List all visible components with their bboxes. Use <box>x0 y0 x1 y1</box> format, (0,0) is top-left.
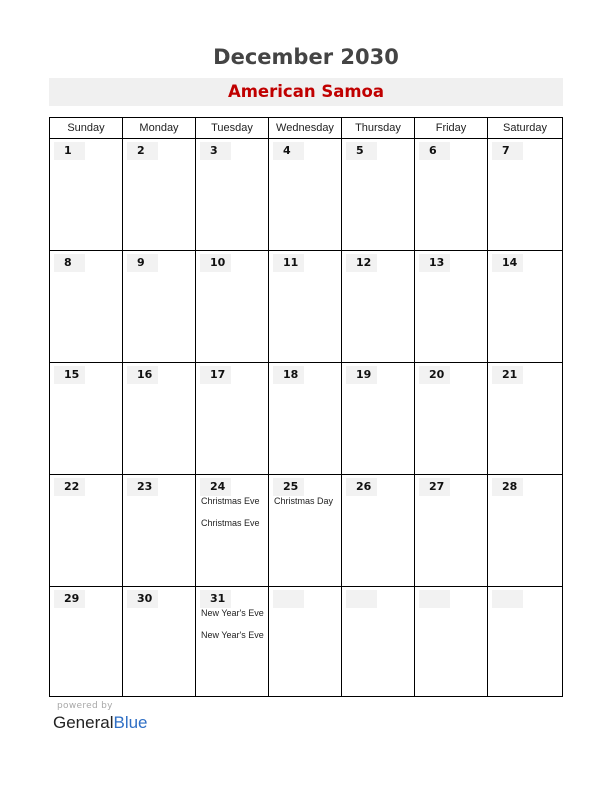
day-number: 13 <box>419 254 450 272</box>
day-cell[interactable] <box>488 363 562 475</box>
day-cell[interactable] <box>196 587 269 696</box>
event-list <box>201 608 265 652</box>
day-number: 9 <box>127 254 158 272</box>
day-cell[interactable] <box>415 251 488 363</box>
day-number: 14 <box>492 254 523 272</box>
day-number: 12 <box>346 254 377 272</box>
day-cell[interactable] <box>123 251 196 363</box>
day-number: 22 <box>54 478 85 496</box>
day-cell[interactable] <box>123 475 196 587</box>
day-number: 29 <box>54 590 85 608</box>
day-number: 4 <box>273 142 304 160</box>
day-number: 31 <box>200 590 231 608</box>
day-cell[interactable] <box>488 251 562 363</box>
day-cell[interactable] <box>415 475 488 587</box>
day-cell[interactable] <box>123 587 196 696</box>
day-number: 17 <box>200 366 231 384</box>
day-cell[interactable] <box>488 475 562 587</box>
page-title: December 2030 <box>213 45 399 69</box>
day-number: 3 <box>200 142 231 160</box>
day-number: 15 <box>54 366 85 384</box>
day-cell[interactable] <box>342 139 415 251</box>
day-cell[interactable] <box>50 587 123 696</box>
day-number: 24 <box>200 478 231 496</box>
day-cell[interactable] <box>196 139 269 251</box>
day-cell[interactable] <box>123 139 196 251</box>
weekday-header: Sunday <box>50 118 123 139</box>
day-cell[interactable] <box>488 587 562 696</box>
day-cell[interactable] <box>196 363 269 475</box>
powered-by-label: powered by <box>57 701 113 711</box>
calendar-grid <box>49 117 563 697</box>
day-cell[interactable] <box>269 587 342 696</box>
day-cell[interactable] <box>50 251 123 363</box>
generalblue-logo[interactable] <box>53 713 148 733</box>
country-banner <box>49 78 563 106</box>
day-cell[interactable] <box>342 251 415 363</box>
day-number <box>273 590 304 608</box>
holiday-event: Christmas Eve <box>201 496 260 506</box>
day-cell[interactable] <box>415 363 488 475</box>
day-number: 2 <box>127 142 158 160</box>
day-number: 11 <box>273 254 304 272</box>
weekday-header: Friday <box>415 118 488 139</box>
weekday-header: Saturday <box>488 118 562 139</box>
day-number: 25 <box>273 478 304 496</box>
holiday-event: New Year's Eve <box>201 608 264 618</box>
event-list <box>274 496 338 518</box>
day-number: 16 <box>127 366 158 384</box>
day-number: 1 <box>54 142 85 160</box>
event-list <box>201 496 265 540</box>
day-cell[interactable] <box>342 587 415 696</box>
holiday-event: New Year's Eve <box>201 630 264 640</box>
weekday-header: Thursday <box>342 118 415 139</box>
weekday-header: Tuesday <box>196 118 269 139</box>
day-cell[interactable] <box>488 139 562 251</box>
day-number <box>346 590 377 608</box>
day-cell[interactable] <box>269 251 342 363</box>
day-cell[interactable] <box>50 139 123 251</box>
day-number: 27 <box>419 478 450 496</box>
day-number: 19 <box>346 366 377 384</box>
day-number: 23 <box>127 478 158 496</box>
day-number: 21 <box>492 366 523 384</box>
day-number: 26 <box>346 478 377 496</box>
day-number: 8 <box>54 254 85 272</box>
day-cell[interactable] <box>342 363 415 475</box>
day-number: 10 <box>200 254 231 272</box>
holiday-event: Christmas Eve <box>201 518 260 528</box>
brand-general-text: General <box>53 713 114 732</box>
day-number: 28 <box>492 478 523 496</box>
day-cell[interactable] <box>269 139 342 251</box>
holiday-event: Christmas Day <box>274 496 334 506</box>
day-number <box>419 590 450 608</box>
day-number: 6 <box>419 142 450 160</box>
day-cell[interactable] <box>50 475 123 587</box>
day-cell[interactable] <box>342 475 415 587</box>
weekday-header: Monday <box>123 118 196 139</box>
brand-blue-text: Blue <box>113 713 148 732</box>
day-cell[interactable] <box>415 139 488 251</box>
day-cell[interactable] <box>196 475 269 587</box>
day-cell[interactable] <box>415 587 488 696</box>
day-number: 20 <box>419 366 450 384</box>
day-cell[interactable] <box>123 363 196 475</box>
day-number: 30 <box>127 590 158 608</box>
day-number: 18 <box>273 366 304 384</box>
day-cell[interactable] <box>269 363 342 475</box>
day-number: 5 <box>346 142 377 160</box>
day-number: 7 <box>492 142 523 160</box>
day-cell[interactable] <box>269 475 342 587</box>
day-number <box>492 590 523 608</box>
weekday-header: Wednesday <box>269 118 342 139</box>
country-name: American Samoa <box>227 82 385 101</box>
day-cell[interactable] <box>196 251 269 363</box>
day-cell[interactable] <box>50 363 123 475</box>
